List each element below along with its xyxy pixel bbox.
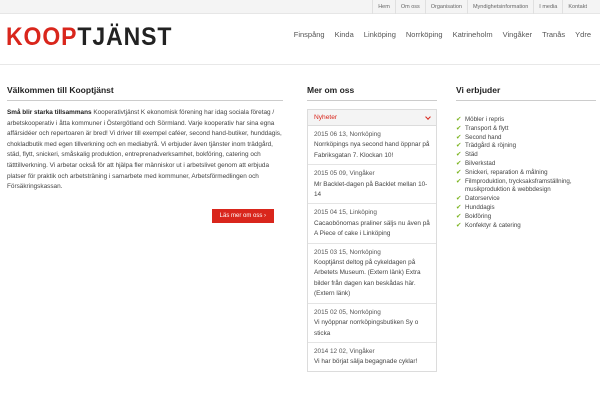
check-icon: ✔ [456,151,462,159]
news-date: 2015 02 05, Norrköping [314,308,381,316]
logo-part-tjanst: TJÄNST [77,23,173,51]
nav-item-vingaker[interactable]: Vingåker [502,30,533,39]
list-item[interactable] [456,151,596,160]
welcome-lead: Små blir starka tillsammans [7,109,92,116]
offer-label: Konfektyr & catering [465,221,521,229]
news-tab-header[interactable] [308,110,436,126]
nav-item-tranas[interactable]: Tranås [542,30,566,39]
offer-label: Filmproduktion, trycksaksframställning, musikproduktion & webbdesign [465,177,572,194]
top-link-hem[interactable]: Hem [372,0,395,14]
list-item[interactable] [456,125,596,134]
offer-label: Möbler i repris [465,116,505,123]
welcome-title: Välkommen till Kooptjänst [7,85,283,101]
more-about-us-title: Mer om oss [307,85,437,101]
more-about-us-section [307,85,437,372]
check-icon: ✔ [456,142,462,150]
chevron-down-icon [425,114,431,120]
offer-label: Datorservice [465,195,500,203]
news-item[interactable] [308,304,436,343]
news-tab-label: Nyheter [314,114,338,121]
offer-label: Städ [465,151,478,159]
news-date: 2015 04 15, Linköping [314,209,377,217]
check-icon: ✔ [456,124,462,132]
news-text: Norrköpings nya second hand öppnar på Fabriksgatan 7. Klockan 10! [314,141,430,159]
welcome-body: Kooperativtjänst K ekonomisk förening har idag sociala företag / arbetskooperativ i åtta kommuner i Östergötland och Sörmland. Varje kooperativ har sina egna affärsidéer och repertoaren är bred! Vi driver till exempel caféer, second hand-butiker, hunddagis, chokladbutik med egen tillverkning och en mediabyrå. Vi erbjuder även tjänster inom trädgård, städ, flytt, snickeri, småskalig produktion, entreprenadverksamhet, bokföring, catering och tätttillverkning. Vi arbetar också för att hjälpa fler människor ut i arbetslivet genom att erbjuda platser för praktik och arbetsträning i samarbete med kommuner, Arbetsförmedlingen och Försäkringskassan. [7,109,282,191]
news-text: Mr Backlet-dagen på Backlet mellan 10-14 [314,180,428,199]
logo-part-koop: KOOP [6,23,78,51]
offer-label: Trädgård & röjning [465,142,517,150]
top-link-kontakt[interactable]: Kontakt [562,0,592,14]
offer-label: Bokföring [465,212,492,220]
news-text: Vi har börjat sälja begagnade cyklar! [314,358,418,366]
nav-item-norrkoping[interactable]: Norrköping [405,30,443,39]
list-item[interactable] [456,142,596,151]
offer-label: Second hand [465,133,502,141]
top-links [372,0,592,14]
top-link-i-media[interactable]: I media [533,0,562,14]
offer-label: Hunddagis [465,203,495,211]
news-date: 2015 05 09, Vingåker [314,170,375,178]
check-icon: ✔ [456,212,462,220]
offer-label: Snickeri, reparation & målning [465,168,548,176]
top-utility-bar [0,0,600,14]
news-text: Kooptjänst deltog på cykeldagen på Arbetets Museum. (Extern länk) Extra bilder från dagen kan beskådas här. (Extern länk) [314,259,421,298]
top-link-myndighetsinformation[interactable]: Myndighetsinformation [467,0,533,14]
news-date: 2015 03 15, Norrköping [314,248,381,256]
welcome-section [7,85,283,219]
news-item[interactable] [308,244,436,304]
main-navigation [289,30,596,39]
nav-item-kinda[interactable]: Kinda [334,30,354,39]
site-header [0,15,600,65]
check-icon: ✔ [456,168,462,176]
news-accordion [307,109,437,372]
list-item[interactable] [456,204,596,213]
check-icon: ✔ [456,195,462,203]
nav-item-linkoping[interactable]: Linköping [363,30,396,39]
nav-item-finspang[interactable]: Finspång [293,30,325,39]
news-date: 2015 06 13, Norrköping [314,131,381,138]
news-item[interactable] [308,126,436,165]
read-more-button[interactable]: Läs mer om oss › [212,209,274,223]
list-item[interactable] [456,195,596,204]
offer-label: Transport & flytt [465,124,509,132]
top-link-om-oss[interactable]: Om oss [395,0,425,14]
check-icon: ✔ [456,177,462,185]
check-icon: ✔ [456,116,462,123]
list-item[interactable] [456,178,596,196]
site-logo[interactable] [6,25,172,49]
list-item[interactable] [456,169,596,178]
offer-label: Bilverkstad [465,159,496,167]
check-icon: ✔ [456,221,462,229]
welcome-text [7,108,283,193]
check-icon: ✔ [456,159,462,167]
list-item[interactable] [456,134,596,143]
offers-list [456,116,596,230]
top-link-organisation[interactable]: Organisation [425,0,467,14]
nav-item-katrineholm[interactable]: Katrineholm [452,30,493,39]
nav-item-ydre[interactable]: Ydre [575,30,591,39]
list-item[interactable] [456,222,596,231]
list-item[interactable] [456,116,596,125]
news-item[interactable] [308,165,436,204]
list-item[interactable] [456,160,596,169]
offers-title: Vi erbjuder [456,85,596,101]
news-text: Cacaobönomas praliner säljs nu även på A Piece of cake i Linköping [314,219,430,238]
check-icon: ✔ [456,133,462,141]
news-item[interactable] [308,204,436,243]
news-text: Vi nyöppnar norrköpingsbutiken Sy o sticka [314,319,419,337]
news-date: 2014 12 02, Vingåker [314,347,375,355]
list-item[interactable] [456,213,596,222]
offers-section [456,85,596,230]
check-icon: ✔ [456,203,462,211]
news-item[interactable] [308,343,436,371]
